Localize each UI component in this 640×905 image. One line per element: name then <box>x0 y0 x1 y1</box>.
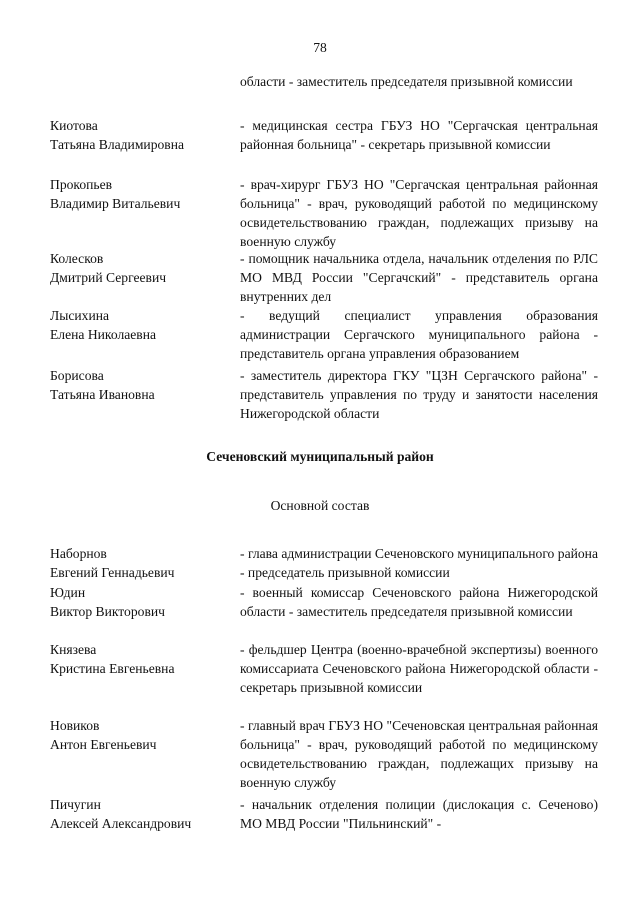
member-name <box>50 640 235 678</box>
member-given-name: Антон Евгеньевич <box>50 737 157 752</box>
member-given-name: Алексей Александрович <box>50 816 192 831</box>
member-surname: Борисова <box>50 368 104 383</box>
member-name <box>50 366 235 404</box>
member-given-name: Виктор Викторович <box>50 604 165 619</box>
member-role: - помощник начальника отдела, начальник отделения по РЛС МО МВД России "Сергачский" - представитель органа внутренних дел <box>240 251 598 304</box>
member-role: - заместитель директора ГКУ "ЦЗН Сергачского района" - представитель управления по труду и занятости населения Нижегородской области <box>240 368 598 421</box>
member-surname: Колесков <box>50 251 104 266</box>
member-name <box>50 716 235 754</box>
member-given-name: Елена Николаевна <box>50 327 157 342</box>
member-surname: Новиков <box>50 718 100 733</box>
member-surname: Киотова <box>50 118 98 133</box>
member-surname: Пичугин <box>50 797 101 812</box>
member-surname: Юдин <box>50 585 86 600</box>
page-number: 78 <box>313 40 327 55</box>
member-role: - фельдшер Центра (военно-врачебной экспертизы) военного комиссариата Сеченовского района Нижегородской области - секретарь призывной комиссии <box>240 642 598 695</box>
member-given-name: Евгений Геннадьевич <box>50 565 175 580</box>
member-name <box>50 249 235 287</box>
member-surname: Князева <box>50 642 97 657</box>
member-surname: Наборнов <box>50 546 107 561</box>
member-name <box>50 544 235 582</box>
member-given-name: Татьяна Ивановна <box>50 387 155 402</box>
member-role: - ведущий специалист управления образования администрации Сергачского муниципального района - представитель органа управления образованием <box>240 308 598 361</box>
member-name <box>50 116 235 154</box>
member-name <box>50 583 235 621</box>
member-name <box>50 175 235 213</box>
member-surname: Лысихина <box>50 308 110 323</box>
member-given-name: Дмитрий Сергеевич <box>50 270 167 285</box>
member-given-name: Кристина Евгеньевна <box>50 661 175 676</box>
member-role: - глава администрации Сеченовского муниципального района - председатель призывной комиссии <box>240 546 598 580</box>
member-given-name: Владимир Витальевич <box>50 196 181 211</box>
section-title: Сеченовский муниципальный район <box>206 449 434 464</box>
member-surname: Прокопьев <box>50 177 113 192</box>
member-role: - военный комиссар Сеченовского района Нижегородской области - заместитель председателя призывной комиссии <box>240 585 598 619</box>
member-name <box>50 306 235 344</box>
member-name <box>50 795 235 833</box>
member-role: - главный врач ГБУЗ НО "Сеченовская центральная районная больница" - врач, руководящий работой по медицинскому освидетельствованию граждан, подлежащих призыву на военную службу <box>240 718 598 790</box>
member-role: - начальник отделения полиции (дислокация с. Сеченово) МО МВД России "Пильнинский" - <box>240 797 598 831</box>
member-role: - медицинская сестра ГБУЗ НО "Сергачская центральная районная больница" - секретарь призывной комиссии <box>240 118 598 152</box>
continuation-text: области - заместитель председателя призывной комиссии <box>240 74 573 89</box>
subsection-title: Основной состав <box>270 498 370 513</box>
member-given-name: Татьяна Владимировна <box>50 137 185 152</box>
member-role: - врач-хирург ГБУЗ НО "Сергачская центральная районная больница" - врач, руководящий работой по медицинскому освидетельствованию граждан, подлежащих призыву на военную службу <box>240 177 598 249</box>
